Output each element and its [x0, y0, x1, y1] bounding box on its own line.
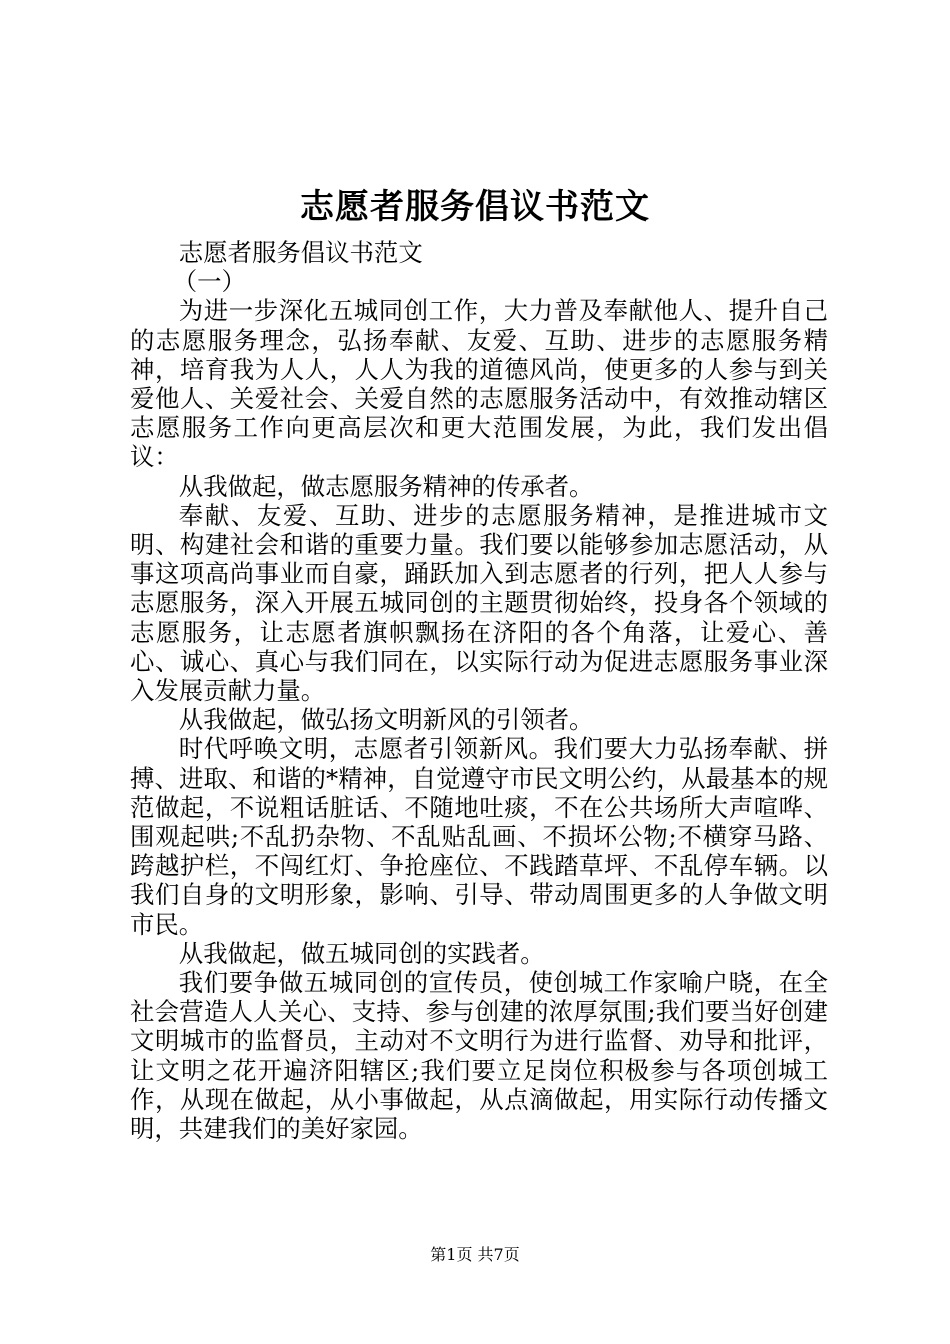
page-footer — [0, 1244, 950, 1266]
paragraph-intro: 为进一步深化五城同创工作，大力普及奉献他人、提升自己的志愿服务理念，弘扬奉献、友爱、互助、进步的志愿服务精神，培育我为人人，人人为我的道德风尚，使更多的人参与到关爱他人、关爱社会、关爱自然的志愿服务活动中，有效推动辖区志愿服务工作向更高层次和更大范围发展，为此，我们发出倡议： — [130, 296, 828, 472]
paragraph-heading-2: 从我做起，做弘扬文明新风的引领者。 — [178, 705, 594, 735]
paragraph-body-1: 奉献、友爱、互助、进步的志愿服务精神，是推进城市文明、构建社会和谐的重要力量。我们要以能够参加志愿活动，从事这项高尚事业而自豪，踊跃加入到志愿者的行列，把人人参与志愿服务，深入开展五城同创的主题贯彻始终，投身各个领域的志愿服务，让志愿者旗帜飘扬在济阳的各个角落，让爱心、善心、诚心、真心与我们同在，以实际行动为促进志愿服务事业深入发展贡献力量。 — [130, 500, 828, 706]
page-indicator: 第1页 共7页 — [430, 1245, 520, 1264]
paragraph-heading-3: 从我做起，做五城同创的实践者。 — [178, 938, 545, 968]
document-title: 志愿者服务倡议书范文 — [300, 187, 650, 227]
document-subtitle: 志愿者服务倡议书范文 — [178, 238, 423, 267]
section-number: （一） — [172, 267, 246, 297]
document-body — [130, 238, 828, 1143]
paragraph-body-3: 我们要争做五城同创的宣传员，使创城工作家喻户晓，在全社会营造人人关心、支持、参与创建的浓厚氛围;我们要当好创建文明城市的监督员，主动对不文明行为进行监督、劝导和批评，让文明之花开遍济阳辖区;我们要立足岗位积极参与各项创城工作，从现在做起，从小事做起，从点滴做起，用实际行动传播文明，共建我们的美好家园。 — [130, 968, 828, 1144]
paragraph-body-2: 时代呼唤文明，志愿者引领新风。我们要大力弘扬奉献、拼搏、进取、和谐的*精神，自觉遵守市民文明公约，从最基本的规范做起，不说粗话脏话、不随地吐痰，不在公共场所大声喧哗、围观起哄;不乱扔杂物、不乱贴乱画、不损坏公物;不横穿马路、跨越护栏，不闯红灯、争抢座位、不践踏草坪、不乱停车辆。以我们自身的文明形象，影响、引导、带动周围更多的人争做文明市民。 — [130, 734, 828, 939]
paragraph-heading-1: 从我做起，做志愿服务精神的传承者。 — [178, 471, 594, 501]
